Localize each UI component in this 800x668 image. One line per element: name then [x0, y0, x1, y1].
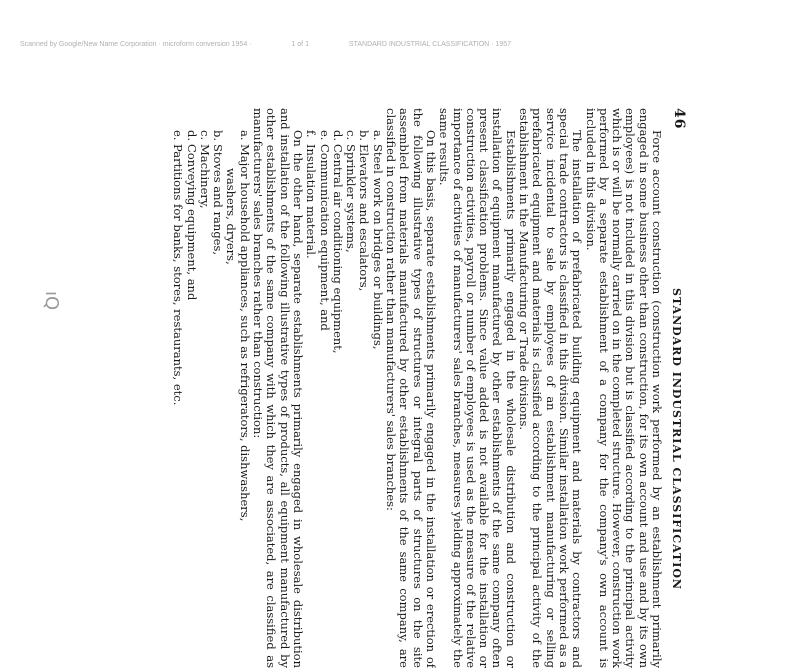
list-item-continuation: washers, dryers, — [224, 168, 239, 265]
scanner-header — [20, 40, 580, 49]
scanner-header-left: Scanned by Google/New Name Corporation · microform conversion 1954 · — [20, 41, 252, 48]
list-item: a.Steel work on bridges or buildings, — [370, 130, 385, 350]
list-item: d.Central air conditioning equipment, — [330, 130, 345, 354]
sales-branch-list — [171, 108, 251, 668]
document-page — [161, 108, 685, 668]
scanner-header-right: STANDARD INDUSTRIAL CLASSIFICATION · 1957 — [348, 41, 511, 48]
list-item: c.Sprinkler systems, — [344, 130, 359, 253]
list-item: c.Machinery, — [197, 130, 212, 209]
paragraph-establishments: Establishments primarily engaged in the wholesale distribution and construction or installation of equipment manufactured by other establishments of the same company often present classification problems. Since value added is not available for the installation or construction activities, payroll or number of employees is used as the measure of the relative importance of activities of manufacturers' sales branches, measures yielding approximately the same results. — [437, 108, 518, 668]
list-item: f.Insulation material. — [304, 130, 319, 259]
scan-speck: ıQ — [41, 291, 62, 311]
list-item: d.Conveying equipment, and — [184, 130, 199, 301]
list-item: b.Elevators and escalators, — [357, 130, 372, 292]
paragraph-on-the-other-hand: On the other hand, separate establishments primarily engaged in wholesale distribution and installation of the following illustrative types of products, all equipment manufactured by other establishments of the same company with which they are associated, are classified as manufacturers' sales branches rather than construction: — [251, 108, 305, 668]
list-item: e.Communication equipment, and — [317, 130, 332, 331]
running-head — [663, 108, 685, 668]
paragraph-force-account: Force account construction (construction work performed by an establishment primarily engaged in some business other than construction, for its own account and use and by its own employees) is not included in this division but is classified according to the principal activity which is or will be normally carried on in the completed structure. However, construction work performed by a separate establishment of a company for the company's own account is included in this division. — [583, 108, 664, 668]
paragraph-on-this-basis: On this basis, separate establishments primarily engaged in the installation or erection of the following illustrative types of structures or integral parts of structures on the site assembled from materials manufactured by other establishments of the same company, are classified in construction rather than manufacturers' sales branches: — [384, 108, 438, 668]
page-number: 46 — [671, 108, 687, 130]
list-item: b.Stoves and ranges, — [211, 130, 226, 256]
list-item: e.Partitions for banks, stores, restaurants, etc. — [171, 130, 186, 406]
scanner-header-middle: 1 of 1 — [291, 41, 309, 48]
paragraph-prefabricated: The installation of prefabricated building equipment and materials by contractors and special trade contractors is classified in this division. Similar installation work performed as a service incidental to sale by employees of an establishment manufacturing or selling prefabricated equipment and materials is classified according to the principal activity of the establishment in the Manufacturing or Trade divisions. — [517, 108, 585, 668]
running-title: STANDARD INDUSTRIAL CLASSIFICATION — [670, 288, 683, 590]
list-item: a.Major household appliances, such as refrigerators, dishwashers, — [237, 130, 252, 522]
construction-list — [304, 108, 384, 668]
